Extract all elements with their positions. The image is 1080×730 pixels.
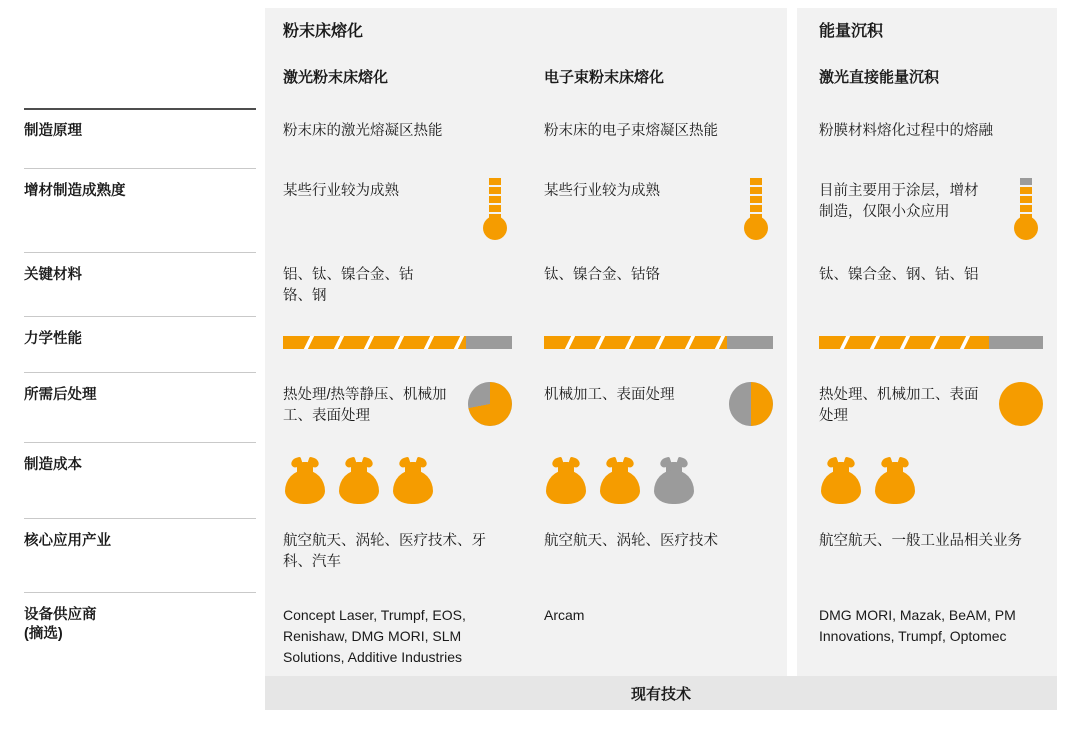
money-bags-lpbf <box>283 442 512 504</box>
cell-text: 目前主要用于涂层，增材制造，仅限小众应用 <box>819 183 979 220</box>
cell-mechanical-lpbf <box>265 316 526 372</box>
money-bag-icon <box>391 456 435 504</box>
performance-bar-ebpbf <box>544 336 773 349</box>
row-label-mechanical <box>0 316 265 372</box>
row-label-postprocess <box>0 372 265 442</box>
row-label-cost <box>0 442 265 518</box>
row-label-industry <box>0 518 265 592</box>
row-label-text: 增材制造成熟度 <box>24 183 126 199</box>
row-label-text <box>24 592 241 644</box>
legend-label: 现有技术 <box>630 685 691 703</box>
group-header-energy-deposition <box>797 0 1057 41</box>
row-label-text: 关键材料 <box>24 267 82 283</box>
table-row <box>0 316 1080 372</box>
cell-industry-ded <box>797 518 1057 592</box>
cell-maturity-ded <box>797 168 1057 252</box>
cell-mechanical-ded <box>797 316 1057 372</box>
table-row <box>0 442 1080 518</box>
cell-text: 粉末床的激光熔凝区热能 <box>283 123 443 139</box>
group-title-ded: 能量沉积 <box>819 23 884 40</box>
table-row <box>0 518 1080 592</box>
cell-text: 热处理/热等静压、机械加工、表面处理 <box>283 387 447 424</box>
legend-bar <box>265 676 1057 710</box>
cell-text: 某些行业较为成熟 <box>283 183 399 199</box>
column-gap <box>787 518 797 592</box>
row-label-text: 核心应用产业 <box>24 533 111 549</box>
column-gap <box>787 168 797 252</box>
cell-suppliers-ded <box>797 592 1057 680</box>
cell-text: 粉膜材料熔化过程中的熔融 <box>819 123 993 139</box>
cell-postprocess-ded <box>797 372 1057 442</box>
money-bag-icon <box>283 456 327 504</box>
money-bags-ded <box>819 442 1043 504</box>
cell-materials-lpbf <box>265 252 526 316</box>
table-row <box>0 108 1080 168</box>
cell-text: 铝、钛、镍合金、钴铬、钢 <box>283 267 414 304</box>
cell-cost-ded <box>797 442 1057 518</box>
money-bag-icon <box>873 456 917 504</box>
cell-text: 钛、镍合金、钢、钴、铝 <box>819 267 979 283</box>
row-label-line1: 设备供应商 <box>24 607 97 623</box>
column-title-ded: 激光直接能量沉积 <box>819 69 940 86</box>
money-bag-icon <box>544 456 588 504</box>
table-header-columns <box>0 56 1080 108</box>
table-row <box>0 252 1080 316</box>
pie-icon-ebpbf <box>729 382 773 426</box>
row-label-text: 制造原理 <box>24 123 82 139</box>
group-header-powder-bed-fusion <box>265 0 526 41</box>
row-label-line2: (摘选) <box>24 626 63 643</box>
thermometer-icon <box>739 178 773 240</box>
cell-text: 钛、镍合金、钴铬 <box>544 267 660 283</box>
column-title-lpbf: 激光粉末床熔化 <box>283 69 389 86</box>
table-row <box>0 168 1080 252</box>
cell-industry-ebpbf <box>526 518 787 592</box>
row-label-maturity <box>0 168 265 252</box>
cell-principle-ded <box>797 108 1057 168</box>
cell-principle-lpbf <box>265 108 526 168</box>
cell-postprocess-lpbf <box>265 372 526 442</box>
cell-cost-lpbf <box>265 442 526 518</box>
cell-maturity-ebpbf <box>526 168 787 252</box>
cell-maturity-lpbf <box>265 168 526 252</box>
column-gap <box>787 372 797 442</box>
column-gap <box>787 442 797 518</box>
cell-text: 某些行业较为成熟 <box>544 183 660 199</box>
cell-postprocess-ebpbf <box>526 372 787 442</box>
cell-text: 机械加工、表面处理 <box>544 387 675 403</box>
performance-bar-ded <box>819 336 1043 349</box>
cell-suppliers-ebpbf <box>526 592 787 680</box>
row-label-materials <box>0 252 265 316</box>
table-row <box>0 372 1080 442</box>
cell-mechanical-ebpbf <box>526 316 787 372</box>
cell-principle-ebpbf <box>526 108 787 168</box>
cell-text: Concept Laser, Trumpf, EOS, Renishaw, DMG MORI, SLM Solutions, Additive Industries <box>283 607 466 665</box>
column-header-ded <box>797 56 1057 87</box>
cell-text: 航空航天、涡轮、医疗技术、牙科、汽车 <box>283 533 486 570</box>
column-title-ebpbf: 电子束粉末床熔化 <box>544 69 665 86</box>
table-header-groups <box>0 0 1080 56</box>
thermometer-icon <box>478 178 512 240</box>
cell-materials-ded <box>797 252 1057 316</box>
cell-materials-ebpbf <box>526 252 787 316</box>
column-header-ebpbf <box>526 56 787 87</box>
pie-icon-lpbf <box>468 382 512 426</box>
cell-text: DMG MORI, Mazak, BeAM, PM Innovations, Trumpf, Optomec <box>819 607 1016 644</box>
group-title-pbf: 粉末床熔化 <box>283 23 364 40</box>
thermometer-icon <box>1009 178 1043 240</box>
row-label-text: 力学性能 <box>24 331 82 347</box>
row-label-suppliers <box>0 592 265 680</box>
cell-text: 热处理、机械加工、表面处理 <box>819 387 979 424</box>
column-gap <box>787 316 797 372</box>
money-bag-icon <box>337 456 381 504</box>
column-header-lpbf <box>265 56 526 87</box>
performance-bar-lpbf <box>283 336 512 349</box>
column-gap <box>787 108 797 168</box>
table-row <box>0 592 1080 680</box>
money-bags-ebpbf <box>544 442 773 504</box>
money-bag-icon <box>819 456 863 504</box>
column-gap <box>787 592 797 680</box>
cell-text: Arcam <box>544 607 585 623</box>
cell-text: 航空航天、涡轮、医疗技术 <box>544 533 718 549</box>
cell-cost-ebpbf <box>526 442 787 518</box>
pie-icon-ded <box>999 382 1043 426</box>
column-gap <box>787 252 797 316</box>
cell-text: 航空航天、一般工业品相关业务 <box>819 533 1022 549</box>
cell-text: 粉末床的电子束熔凝区热能 <box>544 123 718 139</box>
cell-suppliers-lpbf <box>265 592 526 680</box>
row-label-principle <box>0 108 265 168</box>
money-bag-icon <box>598 456 642 504</box>
money-bag-icon-inactive <box>652 456 696 504</box>
row-label-text: 所需后处理 <box>24 387 97 403</box>
row-label-text: 制造成本 <box>24 457 82 473</box>
cell-industry-lpbf <box>265 518 526 592</box>
